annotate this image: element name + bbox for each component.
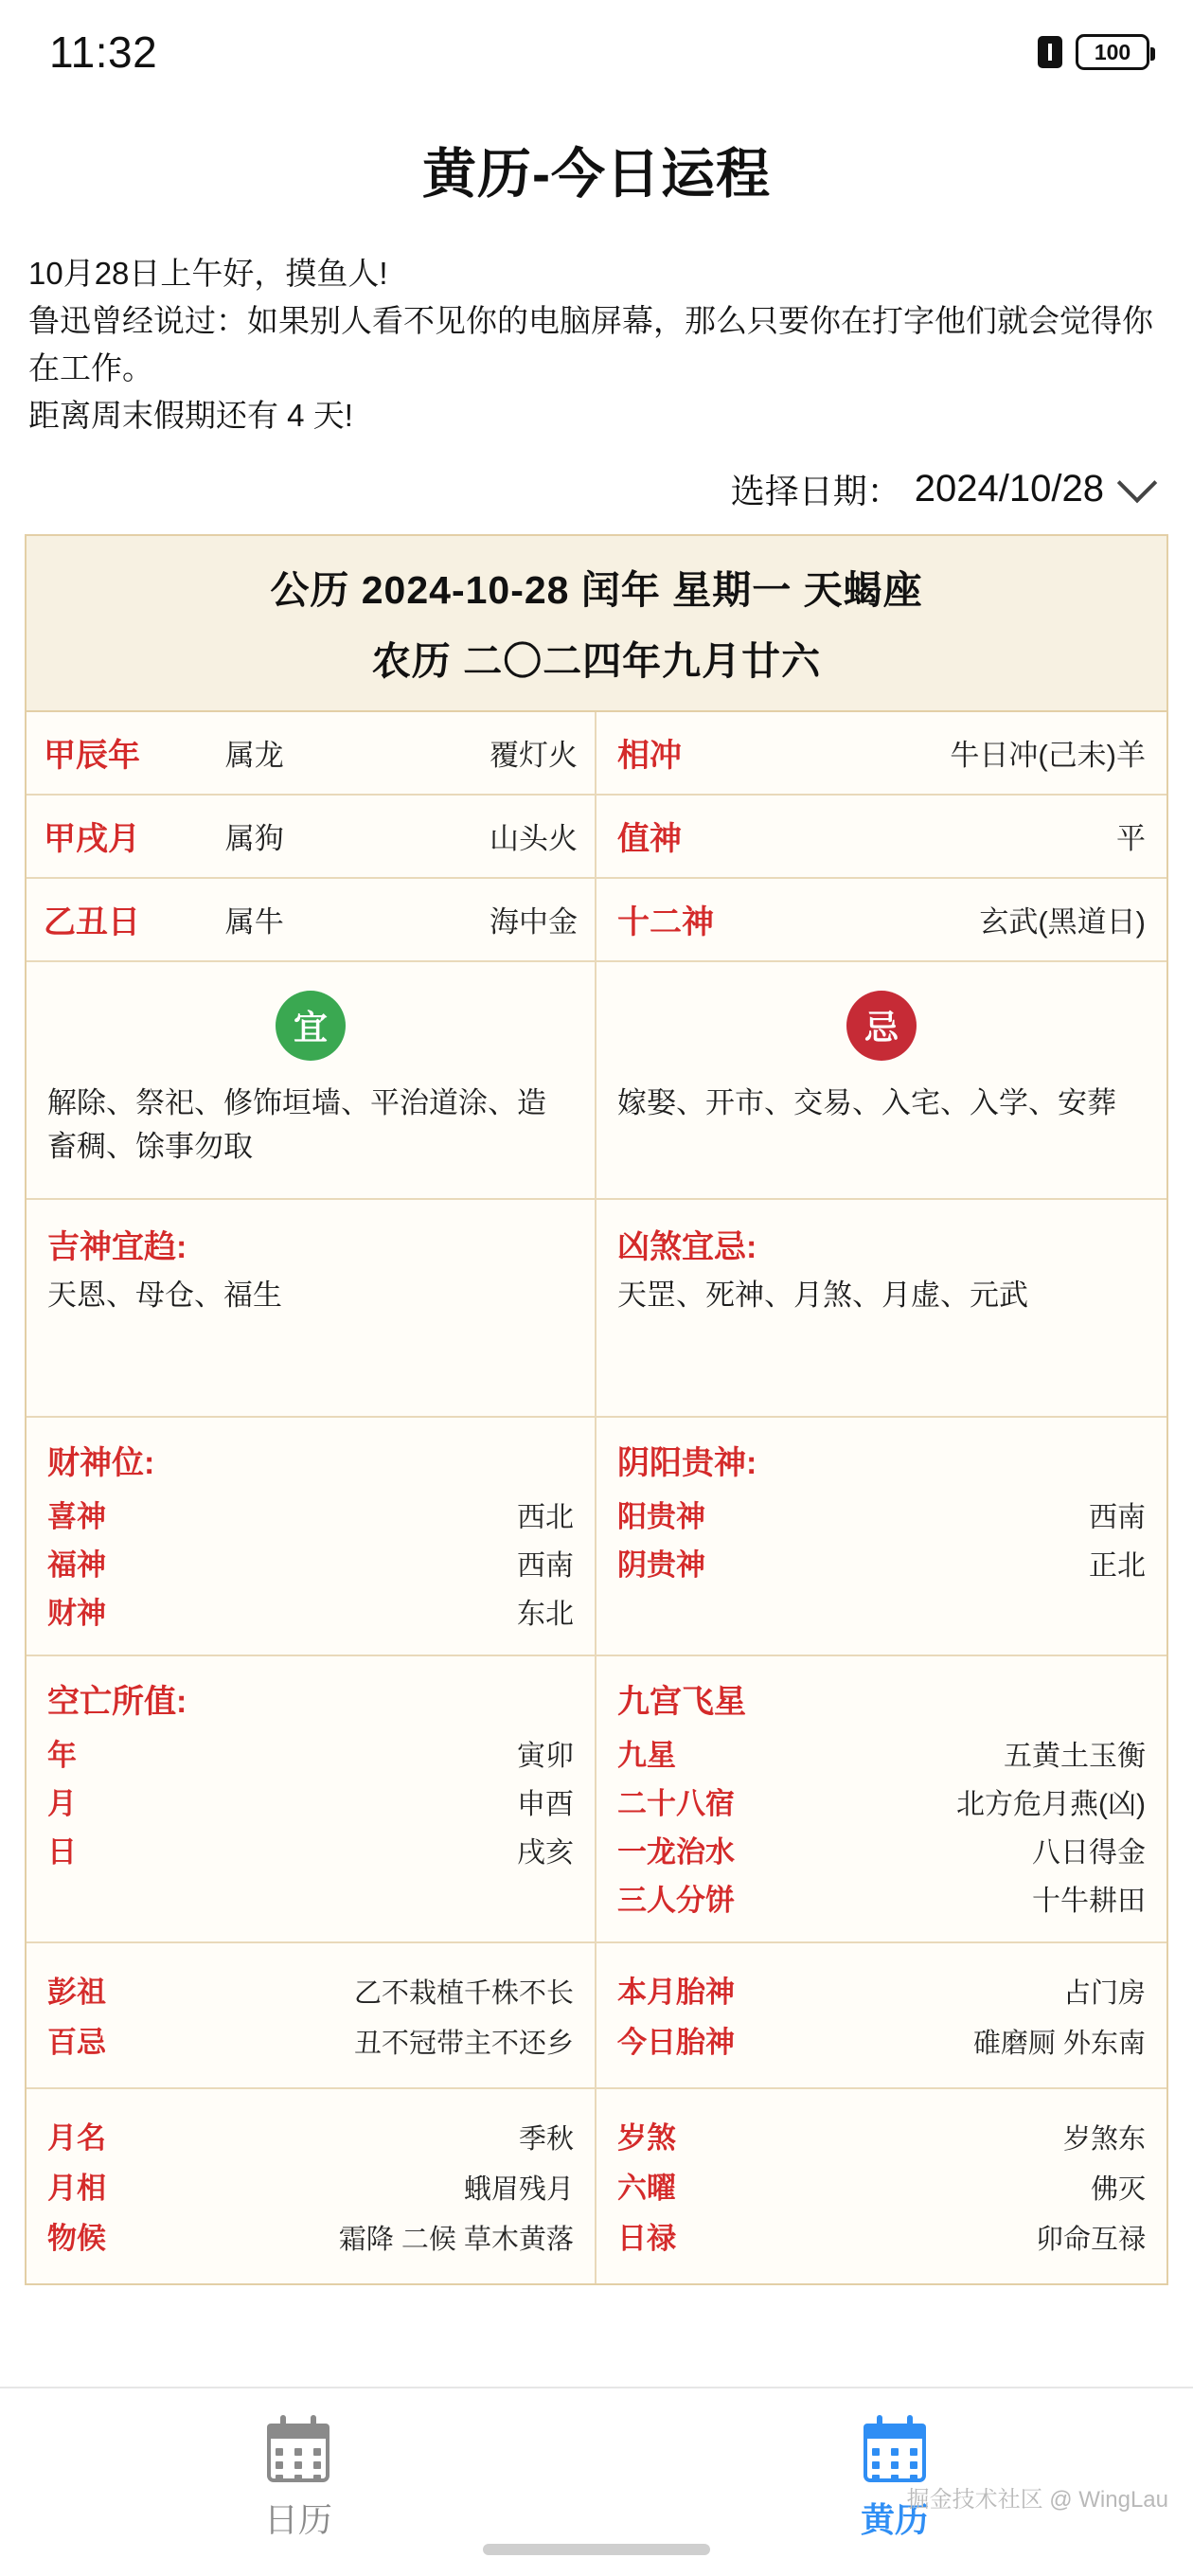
item-value: 戌亥 — [517, 1836, 574, 1869]
item-value: 西南 — [517, 1549, 574, 1582]
row-key: 相冲 — [617, 738, 682, 775]
item-key: 今日胎神 — [617, 2025, 735, 2059]
table-row — [596, 796, 1166, 879]
item-key: 年 — [47, 1738, 77, 1772]
calendar-icon — [267, 2424, 329, 2482]
list-item — [47, 1541, 574, 1583]
item-key: 物候 — [47, 2221, 106, 2255]
xiongsha-title: 凶煞宜忌: — [617, 1228, 757, 1265]
item-key: 月相 — [47, 2171, 106, 2205]
almanac-card — [25, 534, 1168, 2285]
yi-text: 解除、祭祀、修饰垣墙、平治道涂、造畜稠、馀事勿取 — [47, 1085, 546, 1164]
item-value: 八日得金 — [1032, 1836, 1146, 1869]
tab-calendar[interactable] — [0, 2424, 596, 2542]
date-picker[interactable] — [0, 465, 1151, 513]
ganzhi-zodiac: 属龙 — [224, 739, 284, 773]
item-key: 月名 — [47, 2120, 106, 2155]
tab-almanac-label: 黄历 — [860, 2499, 929, 2539]
ganzhi-name: 乙丑日 — [44, 904, 140, 941]
item-value: 季秋 — [518, 2123, 574, 2155]
list-item — [617, 2214, 1146, 2257]
battery-level: 100 — [1094, 39, 1131, 64]
list-item — [47, 2018, 574, 2061]
item-key: 阴贵神 — [617, 1547, 705, 1582]
xiongsha-cell — [596, 1200, 1166, 1416]
list-item — [47, 2214, 574, 2257]
item-value: 东北 — [517, 1598, 574, 1630]
item-value: 佛灭 — [1090, 2174, 1146, 2205]
tab-calendar-label: 日历 — [263, 2499, 332, 2539]
jiugong-title: 九宫飞星 — [617, 1683, 746, 1720]
row-key: 值神 — [617, 821, 682, 858]
content-spacer — [0, 2285, 1193, 2387]
status-bar — [0, 0, 1193, 104]
jishen-cell — [27, 1200, 596, 1416]
list-item — [47, 1731, 574, 1774]
item-value: 卯命互禄 — [1035, 2224, 1146, 2255]
calendar-icon — [864, 2424, 926, 2482]
list-item — [47, 1828, 574, 1870]
ji-cell — [596, 962, 1166, 1198]
list-item — [617, 1876, 1146, 1919]
greeting-line-3: 距离周末假期还有 4 天! — [28, 398, 353, 434]
ganzhi-nayin: 覆灯火 — [489, 739, 578, 773]
item-value: 北方危月燕(凶) — [956, 1788, 1146, 1820]
jiugong-cell — [596, 1656, 1166, 1941]
list-item — [617, 1968, 1146, 2011]
ganzhi-nayin: 山头火 — [489, 822, 578, 856]
item-key: 财神 — [47, 1596, 106, 1630]
item-value: 岁煞东 — [1062, 2123, 1146, 2155]
yinyang-cell — [596, 1418, 1166, 1655]
card-header — [27, 536, 1166, 712]
ganzhi-section — [27, 712, 1166, 962]
row-value: 牛日冲(己未)羊 — [950, 739, 1146, 773]
item-key: 二十八宿 — [617, 1786, 735, 1820]
solar-date: 公历 2024-10-28 闰年 星期一 天蝎座 — [270, 567, 923, 612]
item-value: 申酉 — [517, 1788, 574, 1820]
yinyang-title: 阴阳贵神: — [617, 1444, 757, 1481]
list-item — [617, 1541, 1146, 1583]
greeting-line-2: 鲁迅曾经说过：如果别人看不见你的电脑屏幕，那么只要你在打字他们就会觉得你在工作。 — [28, 303, 1153, 386]
item-value: 五黄土玉衡 — [1004, 1740, 1146, 1772]
status-time: 11:32 — [49, 27, 158, 77]
item-value: 占门房 — [1062, 1977, 1146, 2009]
kongwang-jiugong-section — [27, 1656, 1166, 1943]
list-item — [47, 1968, 574, 2011]
ganzhi-zodiac: 属牛 — [224, 905, 284, 939]
greeting-block — [28, 250, 1165, 440]
battery-icon — [1076, 34, 1149, 70]
list-item — [617, 2114, 1146, 2156]
yi-cell — [27, 962, 596, 1198]
item-key: 福神 — [47, 1547, 106, 1582]
row-value: 平 — [1116, 822, 1146, 856]
table-row — [27, 796, 595, 879]
date-picker-value[interactable]: 2024/10/28 — [914, 467, 1104, 510]
yi-ji-section — [27, 962, 1166, 1200]
item-key: 日 — [47, 1834, 77, 1869]
item-value: 乙不栽植千株不长 — [353, 1977, 574, 2009]
item-key: 一龙治水 — [617, 1834, 735, 1869]
item-value: 丑不冠带主不还乡 — [353, 2028, 574, 2059]
item-value: 霜降 二候 草木黄落 — [338, 2224, 574, 2255]
table-row — [596, 712, 1166, 796]
yuefeng-cell — [27, 2089, 596, 2283]
item-key: 岁煞 — [617, 2120, 676, 2155]
item-key: 喜神 — [47, 1499, 106, 1533]
jishen-text: 天恩、母仓、福生 — [47, 1278, 282, 1312]
ganzhi-column — [27, 712, 596, 962]
jishen-title: 吉神宜趋: — [47, 1228, 187, 1265]
date-picker-label: 选择日期： — [730, 471, 901, 510]
item-key: 月 — [47, 1786, 77, 1820]
xiongsha-text: 天罡、死神、月煞、月虚、元武 — [617, 1278, 1028, 1312]
list-item — [47, 1589, 574, 1632]
kongwang-cell — [27, 1656, 596, 1941]
yi-badge: 宜 — [276, 991, 346, 1061]
list-item — [617, 1828, 1146, 1870]
caishen-title: 财神位: — [47, 1444, 155, 1481]
lunar-date: 农历 二〇二四年九月廿六 — [371, 638, 822, 683]
item-value: 寅卯 — [517, 1740, 574, 1772]
row-value: 玄武(黑道日) — [979, 905, 1146, 939]
list-item — [617, 1780, 1146, 1822]
caishen-cell — [27, 1418, 596, 1655]
watermark: 掘金技术社区 @ WingLau — [906, 2487, 1168, 2513]
shen-column — [596, 712, 1166, 962]
pengzu-cell — [27, 1943, 596, 2087]
item-value: 西北 — [517, 1501, 574, 1533]
ji-badge: 忌 — [846, 991, 917, 1061]
signal-icon — [1038, 36, 1062, 68]
item-key: 九星 — [617, 1738, 676, 1772]
table-row — [596, 879, 1166, 962]
item-key: 百忌 — [47, 2025, 106, 2059]
kongwang-title: 空亡所值: — [47, 1683, 187, 1720]
table-row — [27, 879, 595, 962]
taishen-cell — [596, 1943, 1166, 2087]
item-value: 西南 — [1089, 1501, 1146, 1533]
item-value: 碓磨厕 外东南 — [972, 2028, 1146, 2059]
item-key: 三人分饼 — [617, 1883, 735, 1917]
ganzhi-name: 甲辰年 — [44, 738, 140, 775]
item-value: 蛾眉残月 — [463, 2174, 574, 2205]
row-key: 十二神 — [617, 904, 714, 941]
item-value: 正北 — [1089, 1549, 1146, 1582]
item-key: 彭祖 — [47, 1975, 106, 2009]
suisha-cell — [596, 2089, 1166, 2283]
list-item — [617, 1493, 1146, 1535]
chevron-down-icon[interactable] — [1117, 463, 1157, 503]
page-title: 黄历-今日运程 — [422, 144, 771, 205]
list-item — [47, 1780, 574, 1822]
list-item — [617, 2018, 1146, 2061]
wealth-gods-section — [27, 1418, 1166, 1656]
item-key: 日禄 — [617, 2221, 676, 2255]
item-key: 阳贵神 — [617, 1499, 705, 1533]
month-suisha-section — [27, 2089, 1166, 2283]
ganzhi-name: 甲戌月 — [44, 821, 140, 858]
gods-section — [27, 1200, 1166, 1418]
item-key: 六曜 — [617, 2171, 676, 2205]
greeting-line-1: 10月28日上午好，摸鱼人! — [28, 256, 388, 291]
item-value: 十牛耕田 — [1032, 1885, 1146, 1917]
ji-text: 嫁娶、开市、交易、入宅、入学、安葬 — [617, 1085, 1116, 1119]
list-item — [617, 2164, 1146, 2207]
pengzu-taishen-section — [27, 1943, 1166, 2089]
status-icons — [1038, 34, 1149, 70]
ganzhi-zodiac: 属狗 — [224, 822, 284, 856]
table-row — [27, 712, 595, 796]
list-item — [47, 1493, 574, 1535]
list-item — [47, 2164, 574, 2207]
list-item — [617, 1731, 1146, 1774]
list-item — [47, 2114, 574, 2156]
home-indicator[interactable] — [483, 2544, 710, 2555]
item-key: 本月胎神 — [617, 1975, 735, 2009]
ganzhi-nayin: 海中金 — [489, 905, 578, 939]
